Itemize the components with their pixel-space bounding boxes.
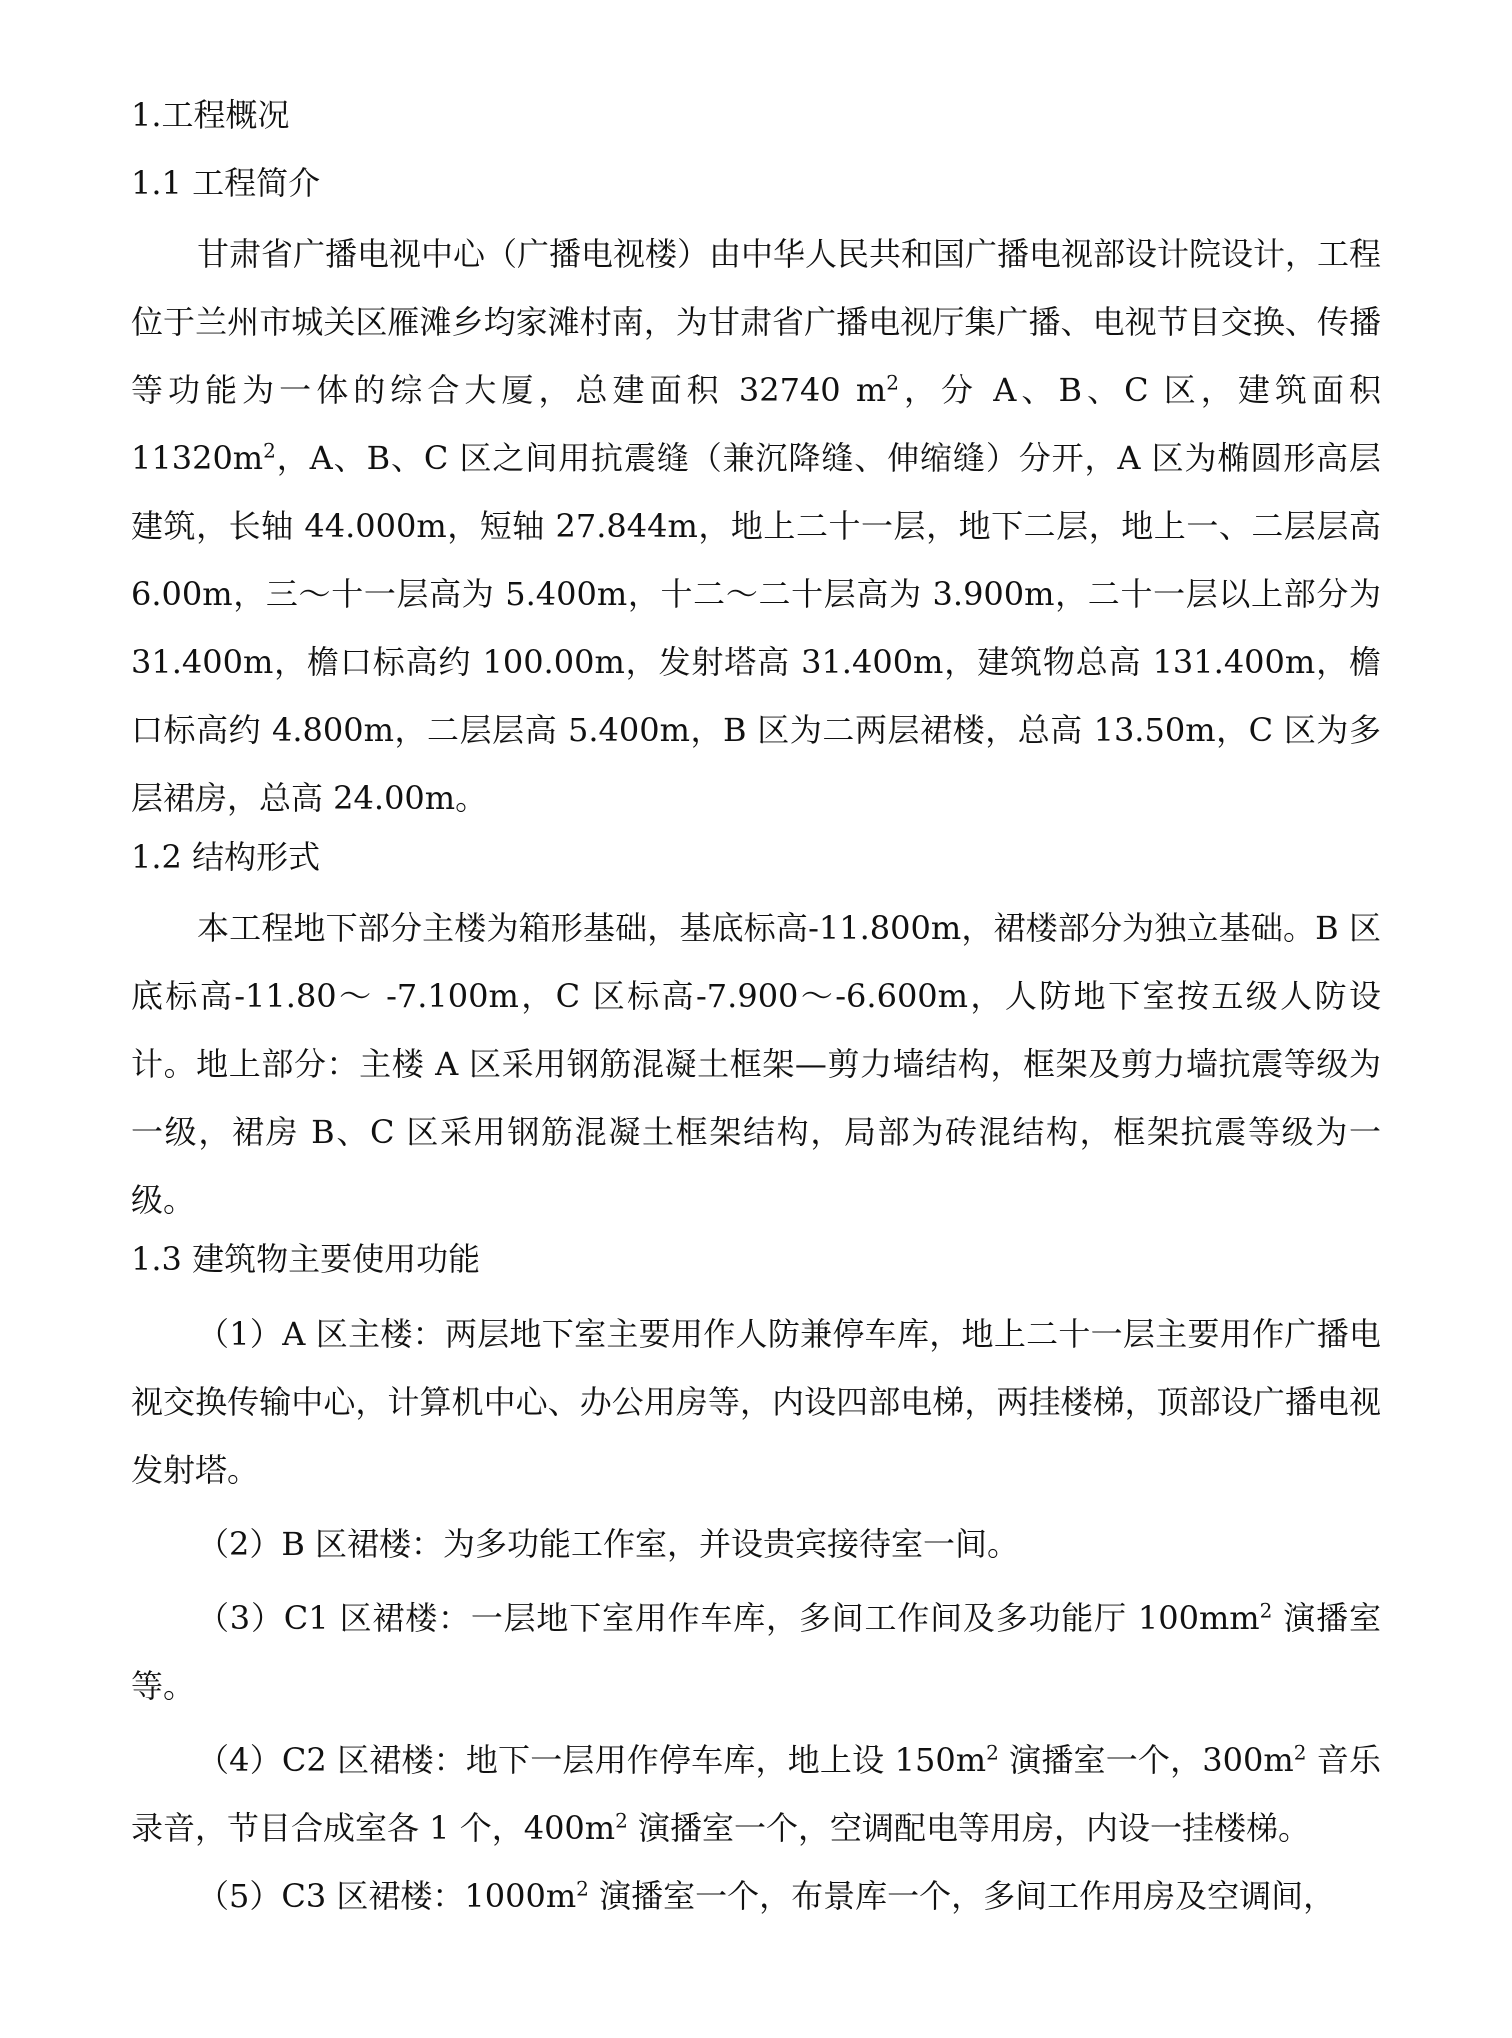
list-item-4	[131, 1726, 1381, 1862]
list-item-3	[131, 1584, 1381, 1720]
text-run: 演播室一个，空调配电等用房，内设一挂楼梯。	[627, 1809, 1311, 1847]
document-page	[131, 92, 1381, 1930]
superscript: 2	[1293, 1740, 1307, 1765]
text-run: （4）C2 区裙楼：地下一层用作停车库，地上设 150m	[197, 1741, 987, 1779]
superscript: 2	[576, 1876, 589, 1901]
text-run: 演播室一个，布景库一个，多间工作用房及空调间，	[588, 1877, 1336, 1915]
text-run: 音乐录音，节目合成室各 1 个，400m	[131, 1741, 1381, 1847]
superscript: 2	[1259, 1598, 1273, 1623]
text-run: （5）C3 区裙楼：1000m	[197, 1877, 577, 1915]
section-heading-1-2: 1.2 结构形式	[131, 838, 321, 876]
superscript: 2	[986, 1740, 999, 1765]
text-run: ，分 A、B、C 区，建筑面积 11320m	[131, 371, 1381, 477]
text-run: 演播室等。	[131, 1599, 1381, 1705]
section-heading-1: 1.工程概况	[131, 96, 290, 134]
superscript: 2	[886, 370, 899, 395]
text-run: 甘肃省广播电视中心（广播电视楼）由中华人民共和国广播电视部设计院设计，工程位于兰州市城关区雁滩乡均家滩村南，为甘肃省广播电视厅集广播、电视节目交换、传播等功能为一体的综合大厦，总建面积 32740 m	[131, 235, 1382, 409]
paragraph-structure: 本工程地下部分主楼为箱形基础，基底标高-11.800m，裙楼部分为独立基础。B 区底标高-11.80～ -7.100m，C 区标高-7.900～-6.600m，人防地下室按五级人防设计。地上部分：主楼 A 区采用钢筋混凝土框架—剪力墙结构，框架及剪力墙抗震等级为一级，裙房 B、C 区采用钢筋混凝土框架结构，局部为砖混结构，框架抗震等级为一级。	[131, 909, 1381, 1219]
paragraph-project-intro	[131, 220, 1381, 832]
superscript: 2	[615, 1808, 628, 1833]
section-heading-1-1: 1.1 工程简介	[131, 164, 321, 202]
list-item-1: （1）A 区主楼：两层地下室主要用作人防兼停车库，地上二十一层主要用作广播电视交换传输中心，计算机中心、办公用房等，内设四部电梯，两挂楼梯，顶部设广播电视发射塔。	[131, 1315, 1381, 1489]
superscript: 2	[263, 438, 276, 463]
text-run: （3）C1 区裙楼：一层地下室用作车库，多间工作间及多功能厅 100mm	[197, 1599, 1260, 1637]
text-run: ，A、B、C 区之间用抗震缝（兼沉降缝、伸缩缝）分开，A 区为椭圆形高层建筑，长轴 44.000m，短轴 27.844m，地上二十一层，地下二层，地上一、二层层高 6.00m，三～十一层高为 5.400m，十二～二十层高为 3.900m，二十一层以上部分为 31.400m，檐口标高约 100.00m，发射塔高 31.400m，建筑物总高 131.400m，檐口标高约 4.800m，二层层高 5.400m，B 区为二两层裙楼，总高 13.50m，C 区为多层裙房，总高 24.00m。	[131, 439, 1381, 817]
list-item-2: （2）B 区裙楼：为多功能工作室，并设贵宾接待室一间。	[197, 1525, 1020, 1563]
section-heading-1-3: 1.3 建筑物主要使用功能	[131, 1240, 481, 1278]
text-run: 演播室一个，300m	[998, 1741, 1294, 1779]
list-item-5	[131, 1862, 1381, 1930]
